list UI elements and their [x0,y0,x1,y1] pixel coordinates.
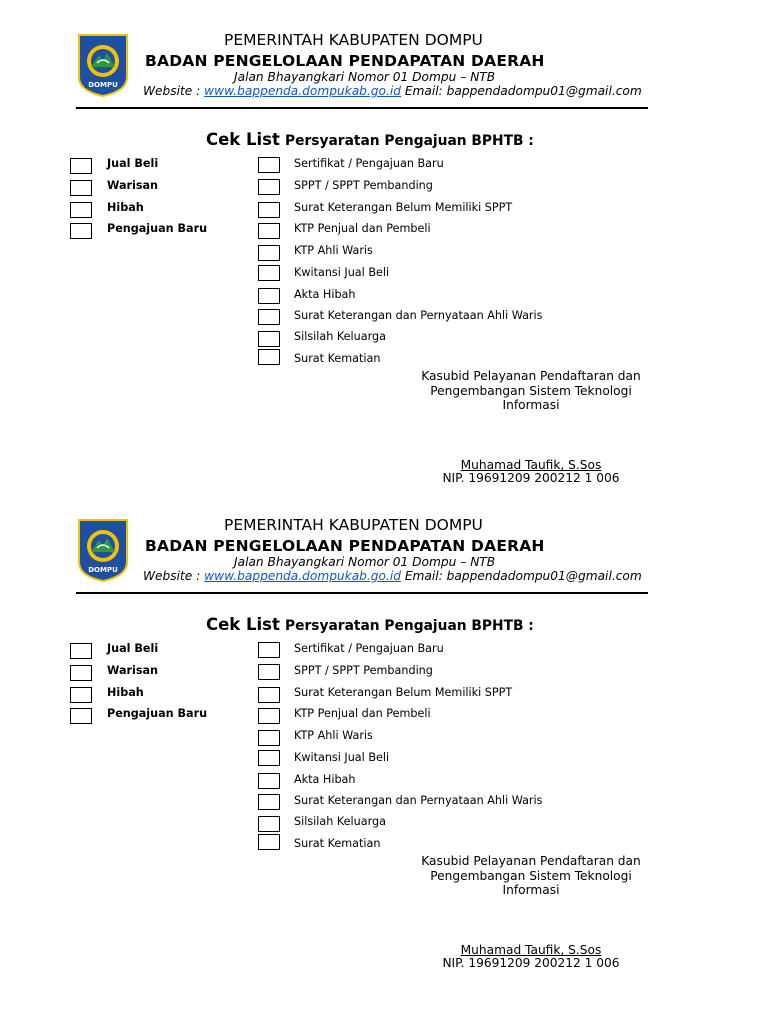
signatory-position [395,854,667,898]
email-address[interactable]: bappendadompu01@gmail.com [446,569,642,583]
header-divider [76,107,648,109]
email-address[interactable]: bappendadompu01@gmail.com [446,84,642,98]
position-line: Pengembangan Sistem Teknologi [430,868,632,883]
requirement-label: Kwitansi Jual Beli [294,751,390,764]
website-label: Website : [143,84,201,98]
checkbox-hibah[interactable] [70,202,92,218]
checkbox-requirement[interactable] [258,642,280,658]
position-line: Pengembangan Sistem Teknologi [430,383,632,398]
requirement-label: KTP Ahli Waris [294,729,373,742]
checklist-title-rest: Persyaratan Pengajuan BPHTB : [285,133,534,149]
checkbox-warisan[interactable] [70,665,92,681]
header-divider [76,592,648,594]
requirement-label: Sertifikat / Pengajuan Baru [294,642,444,655]
requirement-label: Sertifikat / Pengajuan Baru [294,157,444,170]
checkbox-warisan[interactable] [70,180,92,196]
svg-text:DOMPU: DOMPU [88,566,118,574]
checkbox-jual-beli[interactable] [70,643,92,659]
checkbox-requirement[interactable] [258,245,280,261]
checkbox-hibah[interactable] [70,687,92,703]
email-label: Email: [404,569,443,583]
checkbox-requirement[interactable] [258,708,280,724]
checkbox-pengajuan-baru[interactable] [70,708,92,724]
type-label: Pengajuan Baru [107,707,208,720]
checklist-title-lead: Cek List [206,615,280,634]
checklist-form-1 [0,0,768,485]
requirement-label: Surat Keterangan dan Pernyataan Ahli Waris [294,794,543,807]
checkbox-pengajuan-baru[interactable] [70,223,92,239]
checklist-title-rest: Persyaratan Pengajuan BPHTB : [285,618,534,634]
checkbox-requirement[interactable] [258,157,280,173]
signatory-position [395,369,667,413]
requirement-label: Surat Keterangan dan Pernyataan Ahli Waris [294,309,543,322]
type-label: Pengajuan Baru [107,222,208,235]
type-label: Jual Beli [107,642,159,655]
requirement-label: KTP Penjual dan Pembeli [294,222,431,235]
checkbox-jual-beli[interactable] [70,158,92,174]
requirement-label: SPPT / SPPT Pembanding [294,179,433,192]
svg-text:DOMPU: DOMPU [88,81,118,89]
agency-heading: BADAN PENGELOLAAN PENDAPATAN DAERAH [145,537,545,555]
checkbox-requirement[interactable] [258,794,280,810]
requirement-label: Surat Keterangan Belum Memiliki SPPT [294,201,513,214]
checkbox-requirement[interactable] [258,834,280,850]
requirement-label: Surat Keterangan Belum Memiliki SPPT [294,686,513,699]
website-link[interactable]: www.bappenda.dompukab.go.id [204,569,401,583]
checkbox-requirement[interactable] [258,265,280,281]
checkbox-requirement[interactable] [258,816,280,832]
type-label: Hibah [107,686,144,699]
checkbox-requirement[interactable] [258,223,280,239]
type-label: Hibah [107,201,144,214]
signatory-name: Muhamad Taufik, S.Sos [460,943,602,957]
government-heading: PEMERINTAH KABUPATEN DOMPU [224,516,483,534]
requirement-label: KTP Penjual dan Pembeli [294,707,431,720]
website-label: Website : [143,569,201,583]
type-label: Warisan [107,179,159,192]
checklist-title [206,615,534,634]
requirement-label: Akta Hibah [294,288,356,301]
checkbox-requirement[interactable] [258,349,280,365]
type-label: Jual Beli [107,157,159,170]
checkbox-requirement[interactable] [258,179,280,195]
office-address: Jalan Bhayangkari Nomor 01 Dompu – NTB [234,70,496,84]
requirement-label: Silsilah Keluarga [294,330,386,343]
signatory-nip: NIP. 19691209 200212 1 006 [442,471,620,485]
checkbox-requirement[interactable] [258,773,280,789]
position-line: Kasubid Pelayanan Pendaftaran dan [421,854,641,868]
requirement-label: Silsilah Keluarga [294,815,386,828]
requirement-label: SPPT / SPPT Pembanding [294,664,433,677]
dompu-regency-emblem-icon [77,33,129,97]
email-label: Email: [404,84,443,98]
checkbox-requirement[interactable] [258,309,280,325]
government-heading: PEMERINTAH KABUPATEN DOMPU [224,31,483,49]
dompu-regency-emblem-icon [77,518,129,582]
checkbox-requirement[interactable] [258,202,280,218]
requirement-label: Surat Kematian [294,837,381,850]
signatory-nip: NIP. 19691209 200212 1 006 [442,956,620,970]
contact-line [143,569,768,583]
position-line: Informasi [502,398,560,412]
position-line: Informasi [502,883,560,897]
office-address: Jalan Bhayangkari Nomor 01 Dompu – NTB [234,555,496,569]
website-link[interactable]: www.bappenda.dompukab.go.id [204,84,401,98]
checklist-form-2 [0,485,768,970]
requirement-label: Kwitansi Jual Beli [294,266,390,279]
checkbox-requirement[interactable] [258,288,280,304]
checkbox-requirement[interactable] [258,750,280,766]
checkbox-requirement[interactable] [258,331,280,347]
checklist-title-lead: Cek List [206,130,280,149]
checkbox-requirement[interactable] [258,664,280,680]
type-label: Warisan [107,664,159,677]
checkbox-requirement[interactable] [258,730,280,746]
checklist-title [206,130,534,149]
agency-heading: BADAN PENGELOLAAN PENDAPATAN DAERAH [145,52,545,70]
contact-line [143,84,768,98]
requirement-label: Surat Kematian [294,352,381,365]
checkbox-requirement[interactable] [258,687,280,703]
requirement-label: KTP Ahli Waris [294,244,373,257]
signatory-name: Muhamad Taufik, S.Sos [460,458,602,472]
requirement-label: Akta Hibah [294,773,356,786]
position-line: Kasubid Pelayanan Pendaftaran dan [421,369,641,383]
